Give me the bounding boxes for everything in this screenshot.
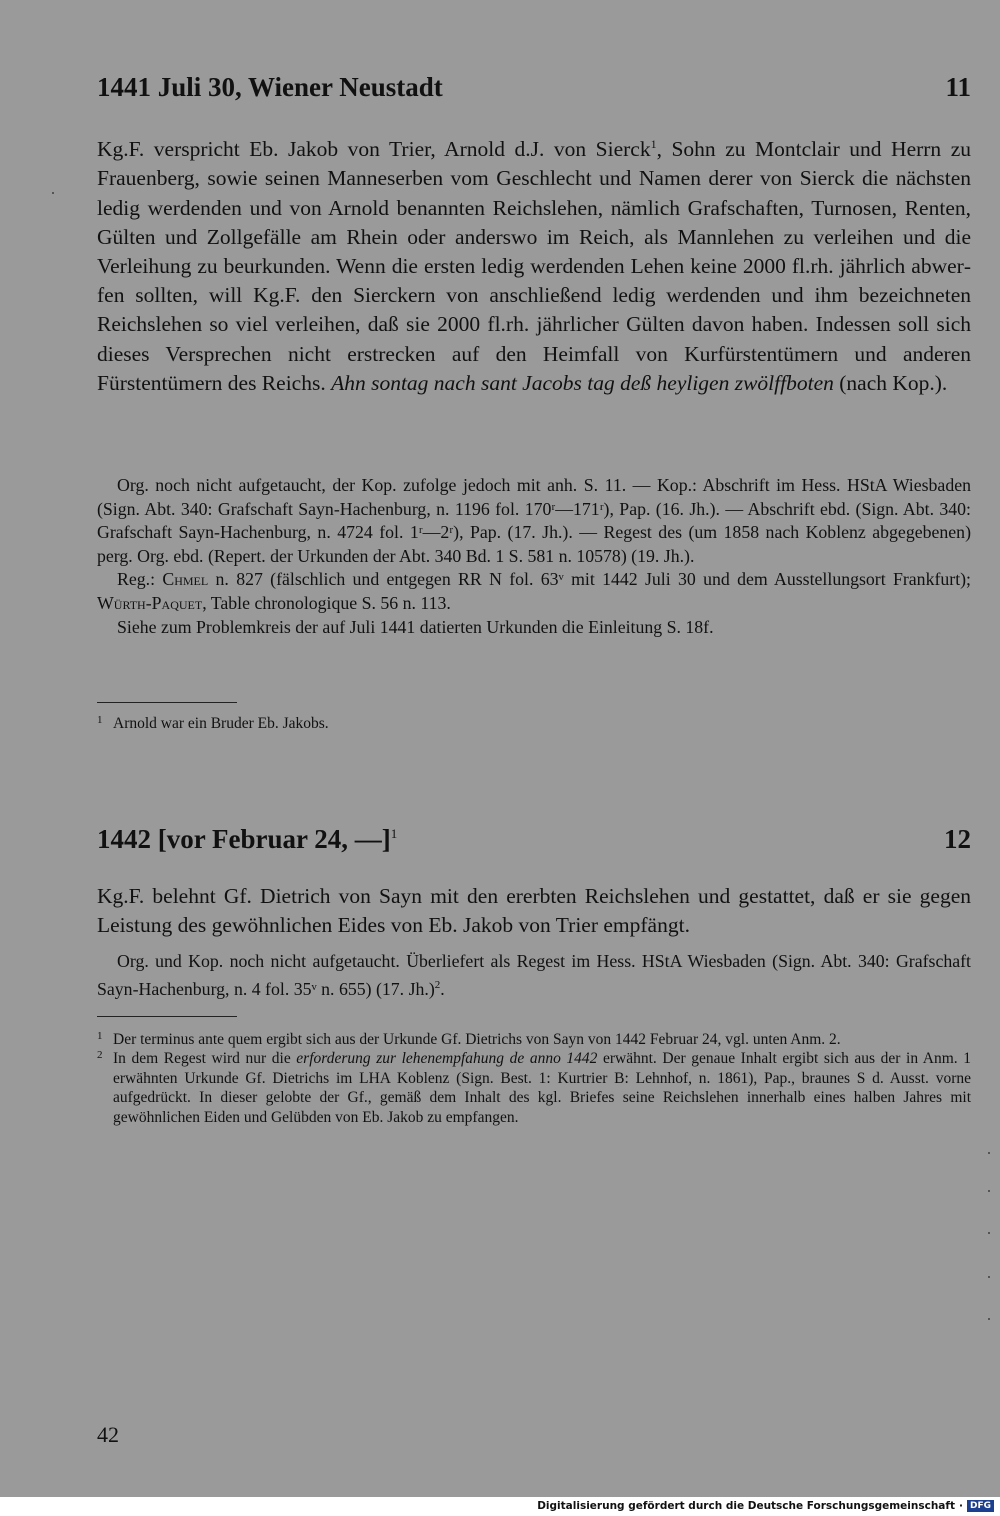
footnote-ref: 2 [434, 978, 441, 991]
summary-text: (nach Kop.). [833, 370, 948, 395]
scan-speck [988, 1152, 990, 1154]
entry-12-summary: Kg.F. belehnt Gf. Dietrich von Sayn mit den ererbten Reichslehen und gestattet, daß er sie gegen Leistung des gewöhnlichen Eides von Eb. Jakob von Trier empfängt. [97, 884, 971, 938]
scan-speck [988, 1276, 990, 1278]
scan-speck [988, 1318, 990, 1320]
entry-12-date [97, 824, 397, 855]
heading-text: 1442 [vor Februar 24, —] [97, 824, 391, 854]
summary-dating-clause: Ahn sontag nach sant Jacobs tag deß heyligen zwölffboten [331, 370, 834, 395]
note-text: Org. und Kop. noch nicht aufgetaucht. Überliefert als Regest im Hess. HStA Wiesbaden (Sign. Abt. 340: Grafschaft Sayn-Hachenburg, n. 4 fol. 35ᵛ n. 655) (17. Jh.) [97, 951, 971, 999]
entry-11-notes [97, 474, 971, 639]
summary-text: Kg.F. verspricht Eb. Jakob von Trier, Arnold d.J. von Sierck [97, 137, 651, 162]
scan-speck [988, 1190, 990, 1192]
entry-12-footnotes [97, 1030, 971, 1127]
note-text: Reg.: [117, 569, 163, 590]
author-name: Chmel [162, 569, 209, 590]
footnote-ref: 1 [390, 826, 398, 841]
entry-11-heading [97, 72, 971, 103]
footnote-text: In dem Regest wird nur die [113, 1050, 297, 1068]
footnote-rule [97, 702, 237, 703]
scan-speck [52, 192, 54, 194]
note-reference: Siehe zum Problemkreis der auf Juli 1441 datierten Urkunden die Einleitung S. 18f. [117, 616, 714, 637]
footnote [97, 1030, 971, 1049]
digitization-credit: Digitalisierung gefördert durch die Deutsche Forschungsgemeinschaft · DFG [537, 1500, 994, 1512]
note-text: , Table chronologique S. 56 n. 113. [202, 592, 451, 613]
note-text: n. 827 (fälschlich und entgegen RR N fol. 63ᵛ mit 1442 Juli 30 und dem Ausstellungsort Frankfurt); [208, 569, 971, 590]
footnote [97, 1049, 971, 1127]
footnote [97, 714, 971, 733]
note-text: . [440, 978, 445, 999]
note-tradition: Org. noch nicht aufgetaucht, der Kop. zufolge jedoch mit anh. S. 11. — Kop.: Abschrift im Hess. HStA Wiesbaden (Sign. Abt. 340: Grafschaft Sayn-Hachenburg, n. 1196 fol. 170ʳ—171ʳ), Pap. (16. Jh.). — Abschrift ebd. (Sign. Abt. 340: Grafschaft Sayn-Hachenburg, n. 4724 fol. 1ʳ—2ʳ), Pap. (17. Jh.). — Regest des (um 1858 nach Koblenz abgegebenen) perg. Org. ebd. (Repert. der Urkunden der Abt. 340 Bd. 1 S. 581 n. 10578) (19. Jh.). [97, 475, 971, 566]
page-number: 42 [97, 1422, 119, 1447]
author-name: Würth-Paquet [97, 592, 203, 613]
credit-text: Digitalisierung gefördert durch die Deutsche Forschungsgemeinschaft [537, 1500, 955, 1512]
scan-speck [988, 1232, 990, 1234]
entry-11-footnotes [97, 714, 971, 733]
entry-12-heading [97, 824, 971, 855]
entry-11-summary [97, 130, 971, 398]
footnote-mark: 1 [97, 1030, 103, 1042]
footnote-text: Der terminus ante quem ergibt sich aus der Urkunde Gf. Dietrichs von Sayn von 1442 Februar 24, vgl. unten Anm. 2. [113, 1031, 841, 1048]
footnote-mark: 2 [97, 1049, 103, 1062]
note-regesten [97, 568, 971, 615]
dfg-logo: DFG [967, 1500, 994, 1512]
summary-text: , Sohn zu Montclair und Herrn zu Frauenberg, sowie seinen Manneserben vom Geschlecht und Namen derer von Sierck die nächsten ledig werdenden und von Arnold benannten Reichslehen, nämlich Grafschaften, Turnosen, Renten, Gülten und Zollgefälle am Rhein oder anderswo im Reich, als Mannlehen zu verleihen und die Verleihung zu beurkunden. Wenn die ersten ledig werdenden Lehen keine 2000 fl.rh. jährlich abwerfen sollten, will Kg.F. den Sierckern von anschließend ledig werdenden und ihm bezeichneten Reichslehen so viel verleihen, daß sie 2000 fl.rh. jährlicher Gülten davon haben. Indessen soll sich dieses Versprechen nicht erstrecken auf den Heimfall von Kurfürstentümern und anderen Fürstentümern des Reichs. [97, 137, 971, 395]
note-tradition [97, 950, 971, 1001]
entry-11-number: 11 [945, 72, 971, 102]
footnote-rule [97, 1016, 237, 1017]
entry-12-number: 12 [944, 824, 971, 854]
entry-12-notes [97, 950, 971, 1001]
footnote-quote: erforderung zur lehenempfahung de anno 1442 [296, 1050, 598, 1068]
footnote-mark: 1 [97, 714, 103, 726]
entry-11-date-place: 1441 Juli 30, Wiener Neustadt [97, 72, 443, 102]
footnote-ref: 1 [650, 137, 657, 151]
footnote-text: Arnold war ein Bruder Eb. Jakobs. [113, 715, 329, 732]
footnote-text: erwähnt. Der genaue Inhalt ergibt sich aus der in Anm. 1 erwähnten Urkunde Gf. Dietrichs im LHA Koblenz (Sign. Best. 1: Kurtrier B: Lehnhof, n. 1861), Pap., braunes S d. Ausst. vorne aufgedrückt. In dieser gelobte der Gf., gemäß dem Inhalt des kgl. Briefes seine Reichslehen innerhalb eines halben Jahres mit gewöhnlichen Eiden und Gelübden von Eb. Jakob zu empfangen. [113, 1050, 971, 1126]
